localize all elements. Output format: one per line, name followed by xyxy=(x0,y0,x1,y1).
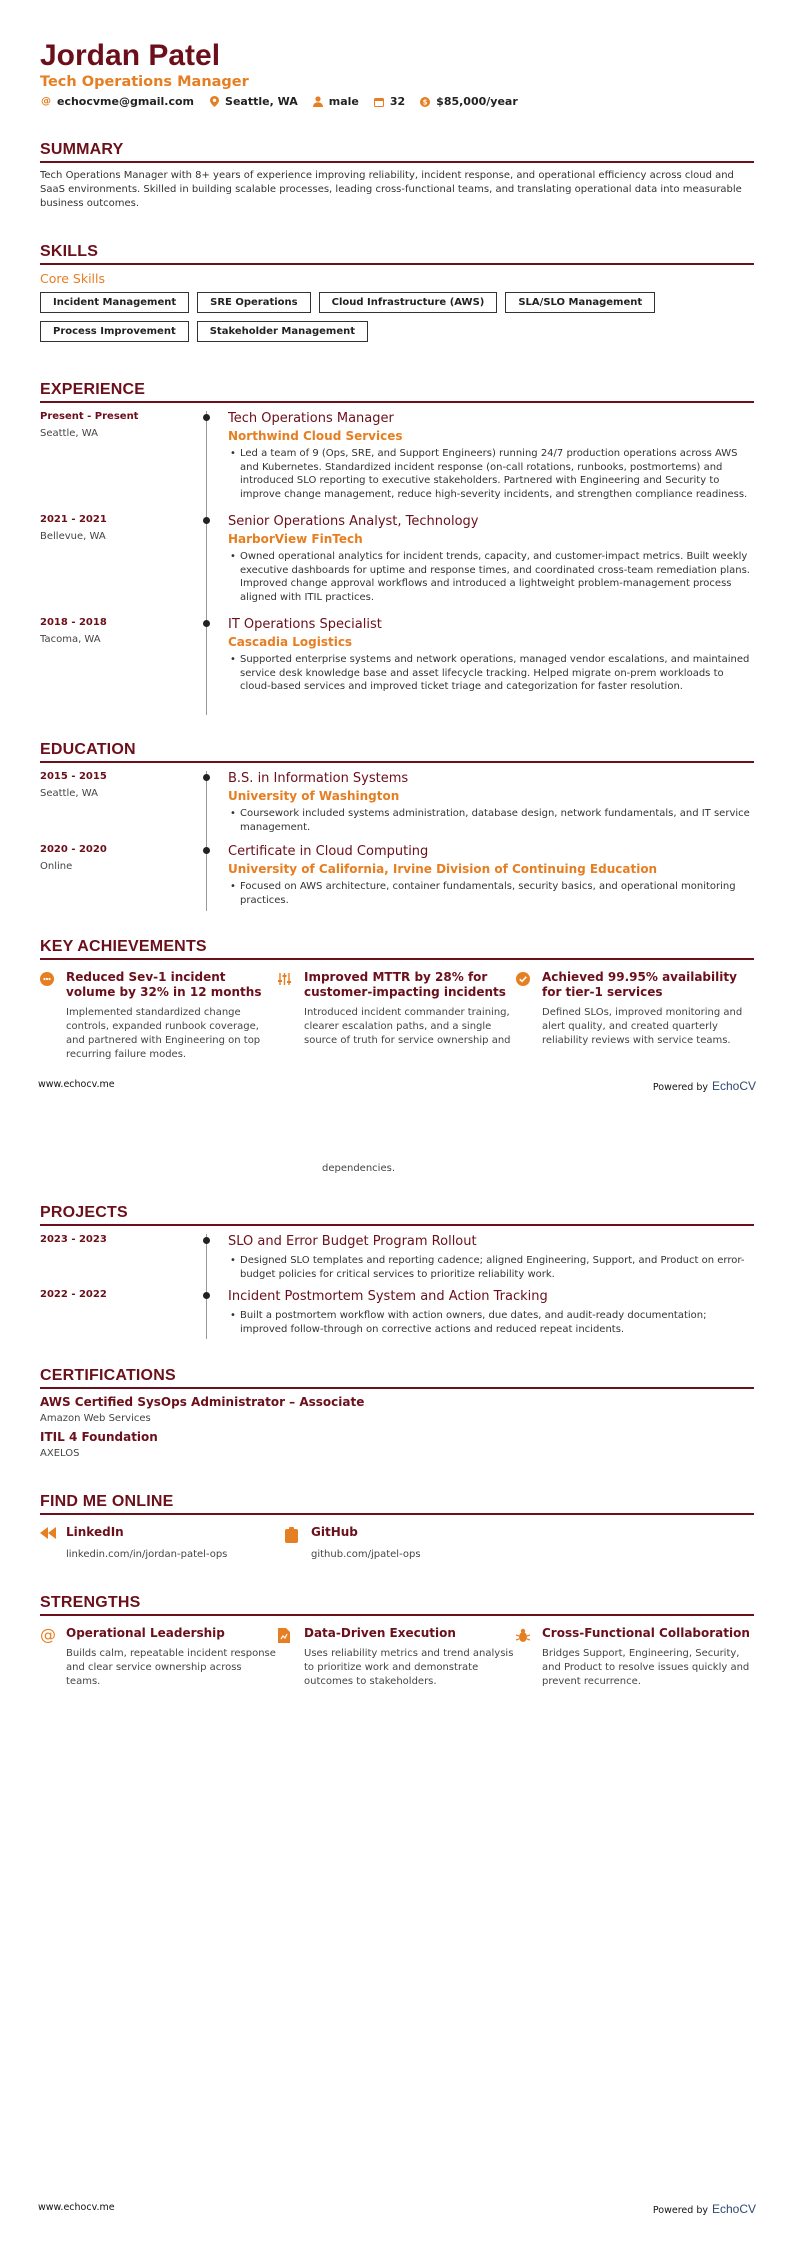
chart-doc-icon xyxy=(278,1626,304,1689)
project-bullet: • Designed SLO templates and reporting cadence; aligned Engineering, Support, and Product on error-budget policies for critical services to prioritize reliability work. xyxy=(228,1254,754,1281)
education-school: University of Washington xyxy=(228,789,400,803)
summary-text: Tech Operations Manager with 8+ years of experience improving reliability, incident response, and operational efficiency across cloud and SaaS environments. Skilled in building scalable processes, leading cross-functional teams, and translating operational data into measurable business outcomes. xyxy=(40,170,742,209)
achievement-card xyxy=(40,970,278,1062)
powered-label: Powered by xyxy=(652,2205,708,2216)
powered-label: Powered by xyxy=(652,1082,708,1093)
education-dates: 2015 - 2015 xyxy=(40,771,107,782)
achievements-section xyxy=(40,938,754,1062)
project-dates: 2023 - 2023 xyxy=(40,1234,107,1245)
online-url[interactable]: github.com/jpatel-ops xyxy=(311,1549,421,1560)
footer-site-link[interactable]: www.echocv.me xyxy=(38,2202,115,2213)
experience-bullet: • Supported enterprise systems and network operations, managed vendor escalations, and maintained service desk knowledge base and asset lifecycle tracking. Helped migrate on-prem workloads to cloud-based services and improved ticket triage and categorization for faster resolution. xyxy=(228,653,754,694)
svg-text:$: $ xyxy=(422,98,428,107)
skill-tag: Incident Management xyxy=(40,292,189,313)
projects-title: PROJECTS xyxy=(40,1204,754,1226)
achievement-text: Implemented standardized change controls, expanded runbook coverage, and partnered with Engineering on top recurring failure modes. xyxy=(66,1007,261,1060)
achievement-card xyxy=(278,970,516,1062)
gender-text: male xyxy=(328,95,359,108)
timeline-dot xyxy=(203,620,210,627)
candidate-name: Jordan Patel xyxy=(40,39,221,72)
skill-tag: SLA/SLO Management xyxy=(505,292,655,313)
echocv-logo[interactable]: EchoCV xyxy=(711,2202,756,2216)
strength-text: Builds calm, repeatable incident response and clear service ownership across teams. xyxy=(66,1648,276,1687)
timeline-dot xyxy=(203,774,210,781)
achievement-title: Improved MTTR by 28% for customer-impacting incidents xyxy=(304,970,506,999)
online-title: FIND ME ONLINE xyxy=(40,1493,754,1515)
timeline-line xyxy=(206,411,207,514)
map-pin-icon xyxy=(208,96,220,108)
summary-title: SUMMARY xyxy=(40,141,754,163)
education-item xyxy=(40,844,754,911)
projects-section xyxy=(40,1204,754,1339)
experience-location: Tacoma, WA xyxy=(40,634,101,645)
project-title: Incident Postmortem System and Action Tracking xyxy=(228,1289,548,1304)
contact-bar xyxy=(40,95,754,108)
experience-title-text: IT Operations Specialist xyxy=(228,617,382,632)
experience-title: EXPERIENCE xyxy=(40,381,754,403)
cert-item xyxy=(40,1430,754,1459)
education-section xyxy=(40,741,754,911)
experience-dates: 2018 - 2018 xyxy=(40,617,107,628)
skill-tag: Process Improvement xyxy=(40,321,189,342)
powered-by xyxy=(653,2202,756,2216)
project-dates: 2022 - 2022 xyxy=(40,1289,107,1300)
experience-org: Cascadia Logistics xyxy=(228,635,353,649)
project-item xyxy=(40,1289,754,1339)
bug-icon xyxy=(516,1626,542,1689)
linkedin-icon xyxy=(40,1525,66,1562)
user-icon xyxy=(312,96,324,108)
experience-location: Seattle, WA xyxy=(40,428,98,439)
experience-org: HarborView FinTech xyxy=(228,532,363,546)
page-footer xyxy=(38,2202,756,2216)
strengths-section xyxy=(40,1594,754,1689)
online-item[interactable] xyxy=(40,1525,285,1562)
education-school: University of California, Irvine Division of Continuing Education xyxy=(228,862,658,876)
achievement-card xyxy=(516,970,754,1062)
strength-title: Cross-Functional Collaboration xyxy=(542,1626,750,1640)
certifications-title: CERTIFICATIONS xyxy=(40,1367,754,1389)
sliders-icon xyxy=(278,970,304,1062)
timeline-dot xyxy=(203,414,210,421)
certifications-section xyxy=(40,1367,754,1459)
education-location: Seattle, WA xyxy=(40,788,98,799)
experience-dates: 2021 - 2021 xyxy=(40,514,107,525)
age-text: 32 xyxy=(389,95,406,108)
education-degree: B.S. in Information Systems xyxy=(228,771,409,786)
experience-item xyxy=(40,411,754,514)
page-2 xyxy=(0,1123,794,2246)
location-text: Seattle, WA xyxy=(225,95,298,108)
strengths-title: STRENGTHS xyxy=(40,1594,754,1616)
contact-location xyxy=(208,95,298,108)
timeline-line xyxy=(206,771,207,844)
coin-icon xyxy=(419,96,431,108)
candidate-role: Tech Operations Manager xyxy=(40,74,249,90)
footer-site-link[interactable]: www.echocv.me xyxy=(38,1079,115,1090)
contact-salary xyxy=(419,95,518,108)
skill-tag: Stakeholder Management xyxy=(197,321,368,342)
calendar-icon xyxy=(373,96,385,108)
achievement-text-overflow: dependencies. xyxy=(322,1163,395,1174)
skills-section xyxy=(40,243,754,342)
education-dates: 2020 - 2020 xyxy=(40,844,107,855)
experience-item xyxy=(40,514,754,617)
project-bullet: • Built a postmortem workflow with action owners, due dates, and audit-ready documentation; improved follow-through on corrective actions and reduced repeat incidents. xyxy=(228,1309,754,1336)
experience-bullet: • Led a team of 9 (Ops, SRE, and Support Engineers) running 24/7 production operations across AWS and Kubernetes. Standardized incident response (on-call rotations, runbooks, postmortems) and introduced SLO reporting to executive stakeholders. Partnered with Engineering and Security to improve change management, reduce high-severity incidents, and strengthen compliance readiness. xyxy=(228,447,754,501)
echocv-logo[interactable]: EchoCV xyxy=(711,1079,756,1093)
education-item xyxy=(40,771,754,844)
salary-text: $85,000/year xyxy=(436,95,518,108)
experience-title-text: Senior Operations Analyst, Technology xyxy=(228,514,479,529)
cert-org: AXELOS xyxy=(40,1448,80,1459)
education-bullet: • Focused on AWS architecture, container fundamentals, security basics, and operational monitoring practices. xyxy=(228,880,754,907)
powered-by xyxy=(653,1079,756,1093)
strength-card xyxy=(40,1626,278,1689)
at-icon: @ xyxy=(41,96,51,107)
github-icon xyxy=(285,1525,311,1562)
timeline-dot xyxy=(203,517,210,524)
strength-text: Uses reliability metrics and trend analysis to prioritize work and demonstrate outcomes to stakeholders. xyxy=(304,1648,514,1687)
experience-org: Northwind Cloud Services xyxy=(228,429,403,443)
experience-bullet: • Owned operational analytics for incident trends, capacity, and customer-impact metrics. Built weekly executive dashboards for uptime and response times, and coordinated cross-team remediation plans. Improved change approval workflows and introduced a lightweight problem-management process aligned with ITIL practices. xyxy=(228,550,754,604)
achievements-title: KEY ACHIEVEMENTS xyxy=(40,938,754,960)
rocket-icon xyxy=(40,970,66,1062)
experience-title-text: Tech Operations Manager xyxy=(228,411,394,426)
summary-section xyxy=(40,141,754,211)
strength-title: Data-Driven Execution xyxy=(304,1626,456,1640)
education-title: EDUCATION xyxy=(40,741,754,763)
strength-title: Operational Leadership xyxy=(66,1626,225,1640)
online-name: GitHub xyxy=(311,1525,358,1539)
achievement-title: Achieved 99.95% availability for tier-1 services xyxy=(542,970,737,999)
experience-item xyxy=(40,617,754,715)
online-section xyxy=(40,1493,754,1562)
contact-age xyxy=(373,95,405,108)
page-footer xyxy=(38,1079,756,1093)
timeline-line xyxy=(206,514,207,617)
experience-section xyxy=(40,381,754,715)
email-text: echocvme@gmail.com xyxy=(57,95,195,108)
contact-email[interactable] xyxy=(40,95,194,108)
education-bullet: • Coursework included systems administration, database design, network fundamentals, and IT service management. xyxy=(228,807,754,834)
experience-dates: Present - Present xyxy=(40,411,139,422)
strength-card xyxy=(516,1626,754,1689)
online-name: LinkedIn xyxy=(66,1525,124,1539)
skills-title: SKILLS xyxy=(40,243,754,265)
timeline-dot xyxy=(203,1237,210,1244)
at-icon: @ xyxy=(40,1625,56,1644)
timeline-dot xyxy=(203,1292,210,1299)
cert-org: Amazon Web Services xyxy=(40,1413,151,1424)
timeline-line xyxy=(206,617,207,715)
online-url[interactable]: linkedin.com/in/jordan-patel-ops xyxy=(66,1549,228,1560)
strength-text: Bridges Support, Engineering, Security, and Product to resolve issues quickly and prevent recurrence. xyxy=(542,1648,750,1687)
skill-tag: SRE Operations xyxy=(197,292,311,313)
project-item xyxy=(40,1234,754,1289)
skills-subtitle: Core Skills xyxy=(40,271,106,286)
strength-card xyxy=(278,1626,516,1689)
cert-name: AWS Certified SysOps Administrator – Associate xyxy=(40,1395,365,1409)
online-item[interactable] xyxy=(285,1525,530,1562)
project-title: SLO and Error Budget Program Rollout xyxy=(228,1234,477,1249)
timeline-dot xyxy=(203,847,210,854)
timeline-line xyxy=(206,844,207,911)
achievement-text: Introduced incident commander training, clearer escalation paths, and a single source of truth for service ownership and xyxy=(304,1007,511,1046)
check-badge-icon xyxy=(516,970,542,1062)
education-degree: Certificate in Cloud Computing xyxy=(228,844,429,859)
skill-tag: Cloud Infrastructure (AWS) xyxy=(319,292,498,313)
achievement-title: Reduced Sev-1 incident volume by 32% in 12 months xyxy=(66,970,262,999)
cert-item xyxy=(40,1395,754,1424)
experience-location: Bellevue, WA xyxy=(40,531,106,542)
education-location: Online xyxy=(40,861,73,872)
contact-gender xyxy=(312,95,359,108)
cert-name: ITIL 4 Foundation xyxy=(40,1430,158,1444)
resume-header xyxy=(40,38,754,108)
achievement-text: Defined SLOs, improved monitoring and alert quality, and created quarterly reliability reviews with service teams. xyxy=(542,1007,743,1046)
skill-tags xyxy=(40,292,700,342)
